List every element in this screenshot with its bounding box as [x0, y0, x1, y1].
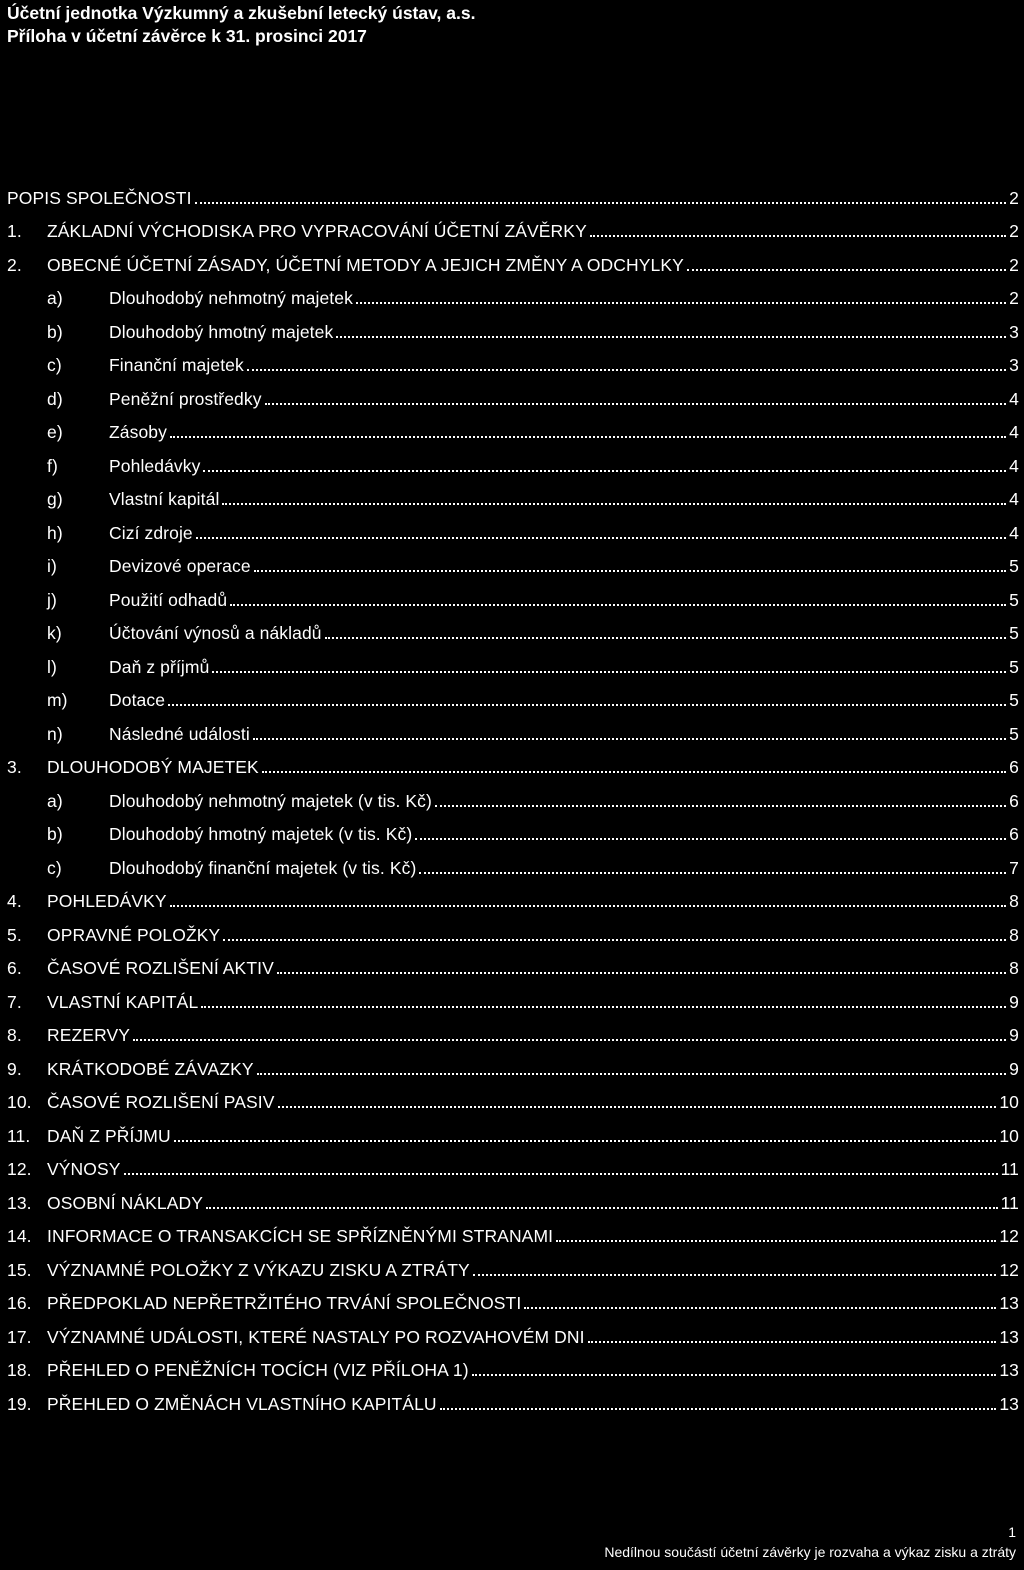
- toc-entry-page: 2: [1009, 221, 1019, 241]
- toc-entry-page: 9: [1009, 991, 1019, 1012]
- toc-dot-leader: [524, 1307, 996, 1309]
- toc-entry[interactable]: [7, 710, 1019, 744]
- toc-dot-leader: [473, 1274, 997, 1276]
- toc-entry-letter: a): [47, 288, 63, 308]
- toc-entry-page: 13: [999, 1360, 1019, 1380]
- toc-dot-leader: [336, 336, 1006, 338]
- toc-entry-letter: g): [47, 489, 63, 509]
- toc-entry-number: 13.: [7, 1192, 32, 1213]
- toc-dot-leader: [254, 570, 1006, 572]
- toc-entry-title: Daň z příjmů: [109, 656, 210, 677]
- toc-entry[interactable]: [7, 342, 1019, 376]
- toc-entry-page: 4: [1009, 388, 1019, 409]
- toc-entry-title: Vlastní kapitál: [109, 489, 220, 509]
- toc-dot-leader: [212, 671, 1006, 673]
- toc-entry-title: Dlouhodobý nehmotný majetek (v tis. Kč): [109, 790, 432, 811]
- toc-entry-page: 8: [1009, 958, 1019, 978]
- toc-entry[interactable]: [7, 375, 1019, 409]
- table-of-contents: [7, 174, 1019, 1414]
- toc-entry[interactable]: [7, 777, 1019, 811]
- toc-dot-leader: [556, 1240, 996, 1242]
- toc-entry-page: 11: [1000, 1159, 1019, 1179]
- toc-entry[interactable]: [7, 643, 1019, 677]
- toc-entry-page: 3: [1009, 321, 1019, 342]
- toc-entry-letter: l): [47, 656, 57, 677]
- toc-entry-page: 13: [999, 1393, 1019, 1414]
- toc-entry-page: 5: [1009, 723, 1019, 744]
- toc-entry-page: 5: [1009, 623, 1019, 643]
- toc-entry[interactable]: [7, 911, 1019, 945]
- toc-entry-page: 11: [1000, 1192, 1019, 1213]
- toc-entry-title: INFORMACE O TRANSAKCÍCH SE SPŘÍZNĚNÝMI STRANAMI: [47, 1226, 554, 1246]
- toc-dot-leader: [195, 202, 1006, 204]
- toc-entry-page: 3: [1009, 355, 1019, 375]
- toc-entry-page: 5: [1009, 690, 1019, 710]
- toc-dot-leader: [201, 1006, 1006, 1008]
- toc-entry-title: Dlouhodobý hmotný majetek (v tis. Kč): [109, 824, 413, 844]
- toc-entry[interactable]: [7, 1112, 1019, 1146]
- toc-entry-number: 4.: [7, 891, 22, 911]
- toc-dot-leader: [278, 1106, 997, 1108]
- toc-entry[interactable]: [7, 1380, 1019, 1414]
- toc-entry-page: 10: [999, 1092, 1019, 1112]
- toc-entry[interactable]: [7, 844, 1019, 878]
- toc-dot-leader: [472, 1374, 997, 1376]
- toc-entry[interactable]: [7, 1045, 1019, 1079]
- toc-entry-page: 8: [1009, 924, 1019, 945]
- toc-entry[interactable]: [7, 677, 1019, 711]
- toc-entry-letter: m): [47, 690, 68, 710]
- toc-entry[interactable]: [7, 1079, 1019, 1113]
- toc-entry-title: Dlouhodobý hmotný majetek: [109, 321, 334, 342]
- toc-dot-leader: [277, 972, 1006, 974]
- toc-entry-title: PŘEDPOKLAD NEPŘETRŽITÉHO TRVÁNÍ SPOLEČNOSTI: [47, 1293, 522, 1313]
- toc-entry-page: 2: [1009, 187, 1019, 208]
- toc-entry-title: DAŇ Z PŘÍJMU: [47, 1125, 171, 1146]
- toc-entry[interactable]: [7, 1313, 1019, 1347]
- toc-entry[interactable]: [7, 978, 1019, 1012]
- toc-entry-number: 15.: [7, 1259, 32, 1280]
- toc-entry-title: Finanční majetek: [109, 355, 244, 375]
- toc-entry-title: Použití odhadů: [109, 589, 228, 610]
- document-header: [7, 2, 475, 48]
- toc-entry-number: 5.: [7, 924, 22, 945]
- toc-dot-leader: [230, 604, 1006, 606]
- toc-entry-letter: h): [47, 522, 63, 543]
- toc-entry-title: PŘEHLED O PENĚŽNÍCH TOCÍCH (VIZ PŘÍLOHA 1): [47, 1360, 469, 1380]
- toc-dot-leader: [253, 738, 1006, 740]
- toc-dot-leader: [170, 905, 1006, 907]
- header-title-line: Příloha v účetní závěrce k 31. prosinci 2017: [7, 26, 367, 46]
- toc-entry-letter: c): [47, 355, 62, 375]
- toc-entry-title: VLASTNÍ KAPITÁL: [47, 991, 199, 1012]
- toc-entry-title: VÝNOSY: [47, 1159, 121, 1179]
- toc-entry-title: Pohledávky: [109, 455, 201, 476]
- toc-entry-title: KRÁTKODOBÉ ZÁVAZKY: [47, 1058, 254, 1079]
- toc-entry[interactable]: [7, 509, 1019, 543]
- toc-entry[interactable]: [7, 1213, 1019, 1247]
- toc-entry[interactable]: [7, 174, 1019, 208]
- toc-dot-leader: [170, 436, 1006, 438]
- toc-entry-number: 8.: [7, 1025, 22, 1045]
- toc-entry-title: REZERVY: [47, 1025, 131, 1045]
- toc-entry-title: POPIS SPOLEČNOSTI: [7, 187, 192, 208]
- toc-entry-number: 12.: [7, 1159, 32, 1179]
- toc-entry-page: 4: [1009, 422, 1019, 442]
- toc-entry-page: 4: [1009, 489, 1019, 509]
- toc-entry-number: 11.: [7, 1125, 31, 1146]
- toc-entry-page: 4: [1009, 522, 1019, 543]
- toc-dot-leader: [415, 838, 1006, 840]
- toc-entry-title: VÝZNAMNÉ UDÁLOSTI, KTERÉ NASTALY PO ROZVAHOVÉM DNI: [47, 1326, 585, 1347]
- toc-entry[interactable]: [7, 878, 1019, 912]
- toc-entry-title: Devizové operace: [109, 556, 251, 576]
- toc-entry-page: 9: [1009, 1058, 1019, 1079]
- toc-entry-letter: c): [47, 857, 62, 878]
- toc-entry[interactable]: [7, 1179, 1019, 1213]
- toc-entry[interactable]: [7, 1280, 1019, 1314]
- toc-entry[interactable]: [7, 409, 1019, 443]
- toc-entry-number: 17.: [7, 1326, 32, 1347]
- toc-dot-leader: [247, 369, 1006, 371]
- toc-entry-title: Zásoby: [109, 422, 167, 442]
- toc-dot-leader: [124, 1173, 998, 1175]
- page-number: 1: [1008, 1524, 1016, 1540]
- toc-entry-title: OBECNÉ ÚČETNÍ ZÁSADY, ÚČETNÍ METODY A JEJICH ZMĚNY A ODCHYLKY: [47, 254, 684, 275]
- toc-entry-number: 7.: [7, 991, 22, 1012]
- toc-dot-leader: [588, 1341, 997, 1343]
- toc-dot-leader: [590, 235, 1006, 237]
- toc-entry-letter: f): [47, 455, 58, 476]
- toc-entry-number: 16.: [7, 1293, 32, 1313]
- toc-entry-letter: b): [47, 321, 63, 342]
- toc-entry-page: 13: [999, 1293, 1019, 1313]
- toc-entry[interactable]: [7, 1012, 1019, 1046]
- toc-entry-page: 6: [1009, 824, 1019, 844]
- toc-entry[interactable]: [7, 208, 1019, 242]
- toc-entry-letter: i): [47, 556, 57, 576]
- toc-entry-page: 2: [1009, 288, 1019, 308]
- toc-entry-number: 14.: [7, 1226, 32, 1246]
- toc-entry-number: 2.: [7, 254, 22, 275]
- toc-entry-title: POHLEDÁVKY: [47, 891, 167, 911]
- toc-entry-page: 8: [1009, 891, 1019, 911]
- toc-dot-leader: [222, 503, 1006, 505]
- toc-dot-leader: [168, 704, 1006, 706]
- toc-entry-title: OSOBNÍ NÁKLADY: [47, 1192, 204, 1213]
- page-footer: [604, 1522, 1016, 1562]
- toc-dot-leader: [325, 637, 1006, 639]
- toc-entry-title: DLOUHODOBÝ MAJETEK: [47, 757, 259, 777]
- toc-entry-page: 10: [999, 1125, 1019, 1146]
- toc-entry-title: Účtování výnosů a nákladů: [109, 623, 322, 643]
- toc-entry-letter: k): [47, 623, 62, 643]
- toc-entry[interactable]: [7, 1347, 1019, 1381]
- toc-dot-leader: [356, 302, 1006, 304]
- toc-entry[interactable]: [7, 543, 1019, 577]
- toc-entry[interactable]: [7, 811, 1019, 845]
- toc-dot-leader: [133, 1039, 1006, 1041]
- footer-note: Nedílnou součástí účetní závěrky je rozvaha a výkaz zisku a ztráty: [604, 1544, 1016, 1560]
- toc-dot-leader: [265, 403, 1006, 405]
- toc-entry[interactable]: [7, 476, 1019, 510]
- toc-entry-letter: j): [47, 589, 57, 610]
- toc-dot-leader: [440, 1408, 997, 1410]
- toc-entry-number: 6.: [7, 958, 22, 978]
- toc-entry-page: 4: [1009, 455, 1019, 476]
- toc-entry-letter: a): [47, 790, 63, 811]
- toc-dot-leader: [687, 269, 1006, 271]
- toc-dot-leader: [435, 805, 1006, 807]
- toc-dot-leader: [262, 771, 1006, 773]
- toc-entry-number: 1.: [7, 221, 22, 241]
- toc-entry[interactable]: [7, 275, 1019, 309]
- toc-entry-page: 9: [1009, 1025, 1019, 1045]
- toc-entry[interactable]: [7, 308, 1019, 342]
- toc-entry-title: ČASOVÉ ROZLIŠENÍ AKTIV: [47, 958, 274, 978]
- toc-dot-leader: [223, 939, 1006, 941]
- header-entity-line: Účetní jednotka Výzkumný a zkušební letecký ústav, a.s.: [7, 3, 476, 23]
- toc-entry[interactable]: [7, 1146, 1019, 1180]
- toc-entry[interactable]: [7, 442, 1019, 476]
- toc-entry-number: 9.: [7, 1058, 22, 1079]
- toc-entry-number: 19.: [7, 1393, 32, 1414]
- toc-entry-page: 6: [1009, 790, 1019, 811]
- toc-entry-number: 18.: [7, 1360, 32, 1380]
- toc-entry-page: 6: [1009, 757, 1019, 777]
- toc-entry[interactable]: [7, 744, 1019, 778]
- toc-entry[interactable]: [7, 576, 1019, 610]
- toc-entry-title: Peněžní prostředky: [109, 388, 262, 409]
- toc-entry-page: 5: [1009, 556, 1019, 576]
- toc-entry-number: 3.: [7, 757, 22, 777]
- toc-dot-leader: [196, 537, 1006, 539]
- toc-entry[interactable]: [7, 945, 1019, 979]
- toc-entry-page: 13: [999, 1326, 1019, 1347]
- toc-entry[interactable]: [7, 610, 1019, 644]
- toc-dot-leader: [419, 872, 1006, 874]
- toc-entry-page: 5: [1009, 656, 1019, 677]
- toc-dot-leader: [203, 470, 1006, 472]
- toc-entry-title: OPRAVNÉ POLOŽKY: [47, 924, 221, 945]
- toc-entry-page: 12: [999, 1226, 1019, 1246]
- toc-entry-title: Dlouhodobý finanční majetek (v tis. Kč): [109, 857, 417, 878]
- toc-entry-letter: b): [47, 824, 63, 844]
- toc-entry-title: Cizí zdroje: [109, 522, 193, 543]
- toc-entry-title: ZÁKLADNÍ VÝCHODISKA PRO VYPRACOVÁNÍ ÚČETNÍ ZÁVĚRKY: [47, 221, 587, 241]
- toc-entry-letter: e): [47, 422, 63, 442]
- toc-dot-leader: [206, 1207, 998, 1209]
- toc-entry-title: ČASOVÉ ROZLIŠENÍ PASIV: [47, 1092, 275, 1112]
- toc-entry-page: 12: [999, 1259, 1019, 1280]
- toc-entry-title: Dotace: [109, 690, 166, 710]
- toc-dot-leader: [257, 1073, 1006, 1075]
- toc-entry[interactable]: [7, 1246, 1019, 1280]
- toc-entry-number: 10.: [7, 1092, 32, 1112]
- toc-entry-page: 2: [1009, 254, 1019, 275]
- toc-entry-title: Následné události: [109, 723, 250, 744]
- toc-entry-title: Dlouhodobý nehmotný majetek: [109, 288, 353, 308]
- toc-entry-page: 5: [1009, 589, 1019, 610]
- toc-entry-letter: n): [47, 723, 63, 744]
- toc-entry-letter: d): [47, 388, 63, 409]
- toc-dot-leader: [174, 1140, 997, 1142]
- toc-entry-title: VÝZNAMNÉ POLOŽKY Z VÝKAZU ZISKU A ZTRÁTY: [47, 1259, 470, 1280]
- toc-entry-title: PŘEHLED O ZMĚNÁCH VLASTNÍHO KAPITÁLU: [47, 1393, 437, 1414]
- toc-entry-page: 7: [1009, 857, 1019, 878]
- toc-entry[interactable]: [7, 241, 1019, 275]
